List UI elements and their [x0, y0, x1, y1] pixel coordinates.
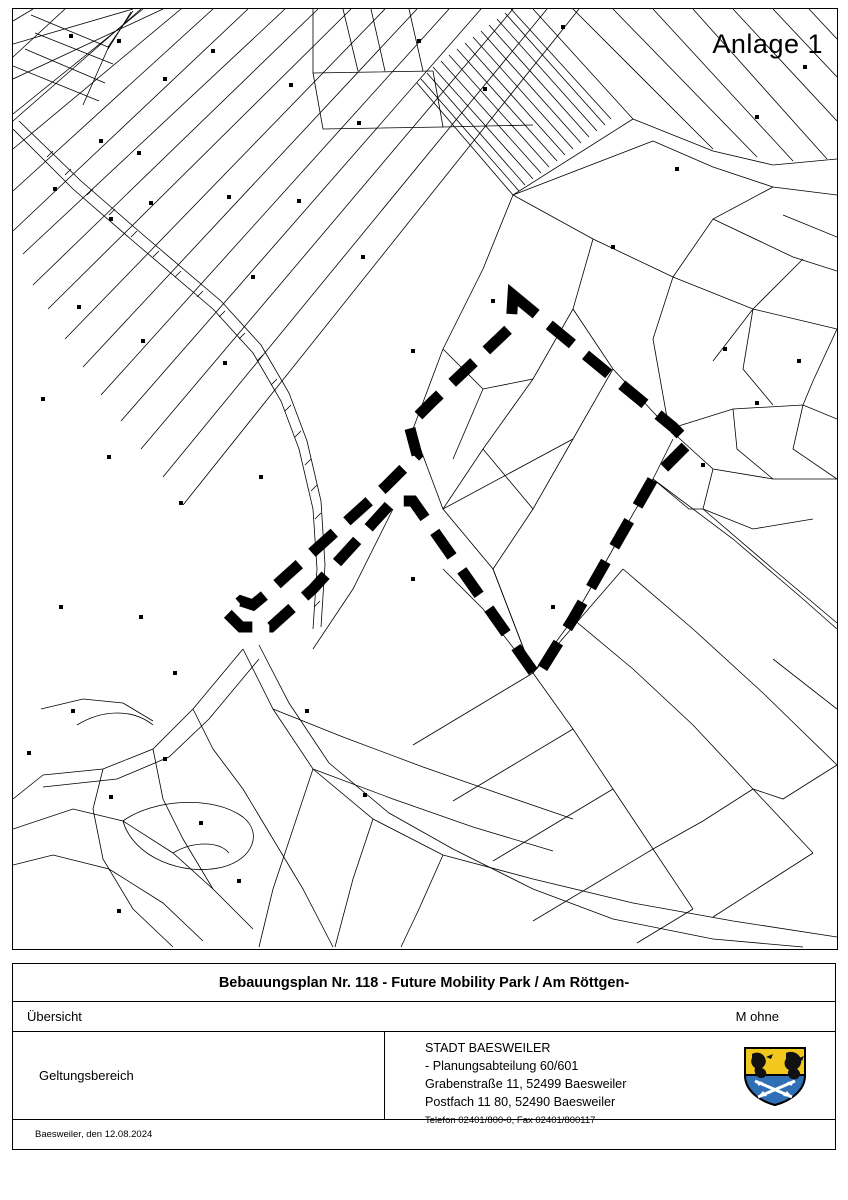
date-row [13, 1120, 835, 1148]
authority-line-2: - Planungsabteilung 60/601 [425, 1058, 579, 1073]
plan-title-row [13, 964, 835, 1002]
date-label: Baesweiler, den 12.08.2024 [35, 1128, 153, 1140]
cadastral-map-drawing [13, 9, 837, 949]
authority-address [385, 1032, 715, 1126]
authority-phone: Telefon 02401/800-0, Fax 02401/800117 [425, 1114, 596, 1126]
scale-label: M ohne [735, 1009, 779, 1024]
authority-line-3: Grabenstraße 11, 52499 Baesweiler [425, 1076, 627, 1091]
main-info-row [13, 1032, 835, 1126]
coat-of-arms-icon [742, 1045, 808, 1107]
city-crest [715, 1032, 835, 1119]
drawing-type-label: Übersicht [27, 1009, 82, 1024]
page-title: Bebauungsplan Nr. 118 - Future Mobility Park / Am Röttgen- [218, 974, 630, 991]
subtitle-row [13, 1002, 835, 1032]
sheet-label: Anlage 1 [712, 29, 823, 59]
authority-line-4: Postfach 11 80, 52490 Baesweiler [425, 1094, 616, 1109]
title-block [12, 963, 836, 1150]
parcel-markers [27, 25, 807, 913]
map-canvas[interactable] [12, 8, 838, 950]
authority-line-1: STADT BAESWEILER [425, 1041, 551, 1055]
scope-label: Geltungsbereich [13, 1032, 385, 1119]
